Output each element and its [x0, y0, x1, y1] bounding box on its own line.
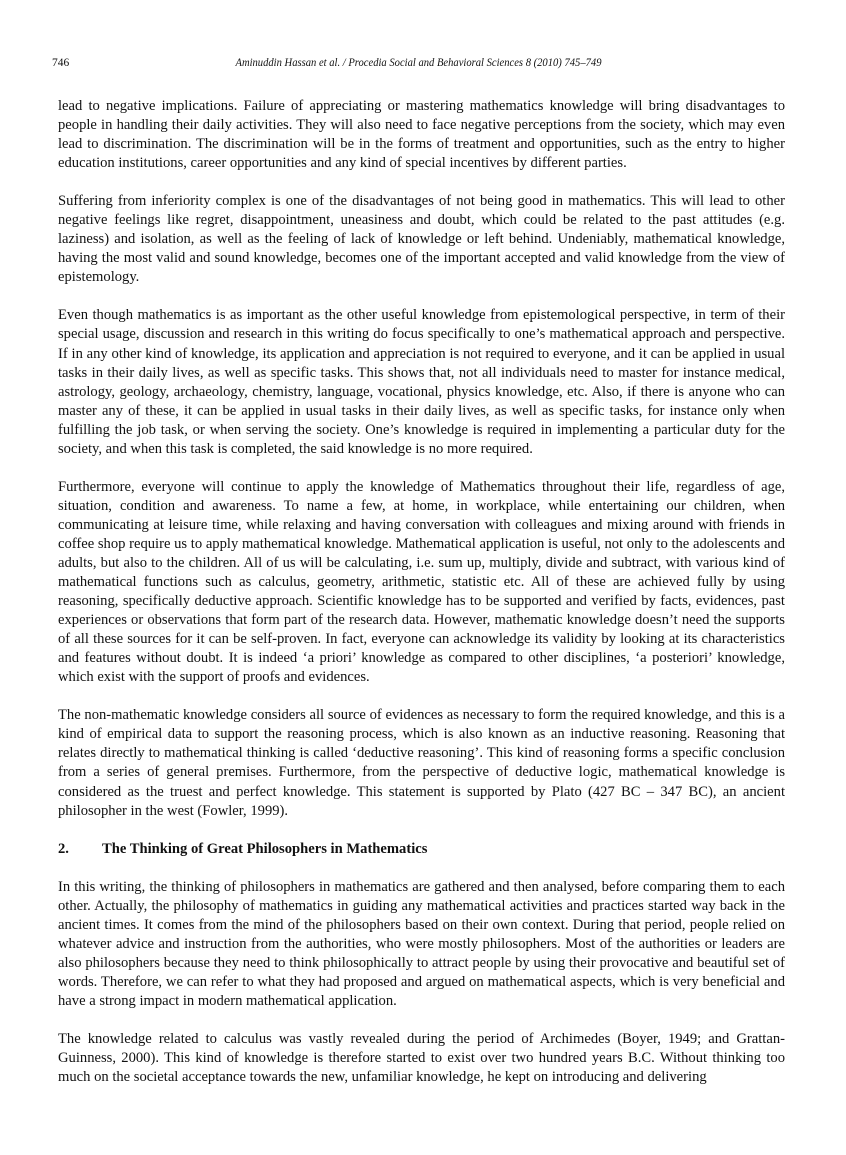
body-text [58, 97, 785, 1106]
section-number: 2. [58, 840, 69, 857]
paragraph-deductive-reasoning: The non-mathematic knowledge considers all source of evidences as necessary to form the required knowledge, and this is a kind of empirical data to support the reasoning process, which is also known as an inductive reasoning. Reasoning that relates directly to mathematical thinking is called ‘deductive reasoning’. This kind of reasoning forms a specific conclusion from a series of general premises. Furthermore, from the perspective of deductive logic, mathematical knowledge is considered as the truest and perfect knowledge. This statement is supported by Plato (427 BC – 347 BC), an ancient philosopher in the west (Fowler, 1999). [58, 707, 785, 819]
paragraph-calculus-archimedes: The knowledge related to calculus was vastly revealed during the period of Archimedes (Boyer, 1949; and Grattan-Guinness, 2000). This kind of knowledge is therefore started to exist over two hundred years B.C. Without thinking too much on the societal acceptance towards the new, unfamiliar knowledge, he kept on introducing and delivering [58, 1030, 785, 1086]
paragraph-epistemological-perspective: Even though mathematics is as important as the other useful knowledge from epistemological perspective, in term of their special usage, discussion and research in this writing do focus specifically to one’s mathematical approach and perspective. If in any other kind of knowledge, its application and appreciation is not required to everyone, and it can be applied in usual tasks in their daily lives, as well as specific tasks. This shows that, not all individuals need to master for instance medical, astrology, geology, archaeology, chemistry, language, vocational, physics knowledge, etc. Also, if there is anyone who can master any of these, it can be applied in usual tasks in their daily lives, as well as specific tasks, for instance only when fulfilling the job task, or when serving the society. One’s knowledge is required in implementing a particular duty for the society, and when this task is completed, the said knowledge is no more required. [58, 307, 785, 457]
paragraph-philosophers-thinking: In this writing, the thinking of philosophers in mathematics are gathered and then analysed, before comparing them to each other. Actually, the philosophy of mathematics in guiding any mathematical activities and practices started way back in the ancient times. It comes from the mind of the philosophers based on their own context. During that period, people relied on whatever advice and instruction from the authorities, who were mostly philosophers. Most of the authorities or leaders are also philosophers because they need to think philosophically to attract people by using their provocative and beautiful set of words. Therefore, we can refer to what they had proposed and argued on mathematical aspects, which is very beneficial and have a strong impact in modern mathematical application. [58, 878, 785, 1009]
paragraph-daily-application: Furthermore, everyone will continue to apply the knowledge of Mathematics throughout their life, regardless of age, situation, condition and awareness. To name a few, at home, in workplace, while entertaining our children, when communicating at leisure time, while relaxing and having conversation with colleagues and mixing around with friends in coffee shop require us to apply mathematical knowledge. Mathematical application is useful, not only to the adolescents and adults, but also to the children. All of us will be calculating, i.e. sum up, multiply, divide and subtract, with various kind of mathematical functions such as calculus, geometry, arithmetic, statistic etc. All of these are achieved fully by using reasoning, specifically deductive approach. Scientific knowledge has to be supported and verified by facts, evidences, past experiences or observations that form part of the research data. However, mathematic knowledge doesn’t need the supports of all these sources for it can be self-proven. In fact, everyone can acknowledge its validity by looking at its characteristics and features without doubt. It is indeed ‘a priori’ knowledge as compared to other disciplines, ‘a posteriori’ knowledge, which exist with the support of proofs and evidences. [58, 478, 785, 686]
page-number: 746 [52, 57, 70, 69]
section-heading [58, 840, 785, 859]
paragraph-negative-implications: lead to negative implications. Failure of appreciating or mastering mathematics knowledge will bring disadvantages to people in handling their daily activities. They will also need to face negative perceptions from the society, which may even lead to discrimination. The discrimination will be in the forms of treatment and opportunities, such as the entry to higher education institutions, career opportunities and any kind of special incentives by different parties. [58, 98, 785, 172]
section-title: The Thinking of Great Philosophers in Mathematics [102, 840, 428, 857]
running-header [52, 57, 785, 75]
paragraph-inferiority-complex: Suffering from inferiority complex is one of the disadvantages of not being good in mathematics. This will lead to other negative feelings like regret, disappointment, uneasiness and doubt, which could be related to the past attitudes (e.g. laziness) and isolation, as well as the feeling of lack of knowledge or left behind. Undeniably, mathematical knowledge, having the most valid and sound knowledge, becomes one of the important accepted and valid knowledge from the view of epistemology. [58, 193, 785, 286]
journal-reference: Aminuddin Hassan et al. / Procedia Social and Behavioral Sciences 8 (2010) 745–749 [235, 57, 602, 69]
